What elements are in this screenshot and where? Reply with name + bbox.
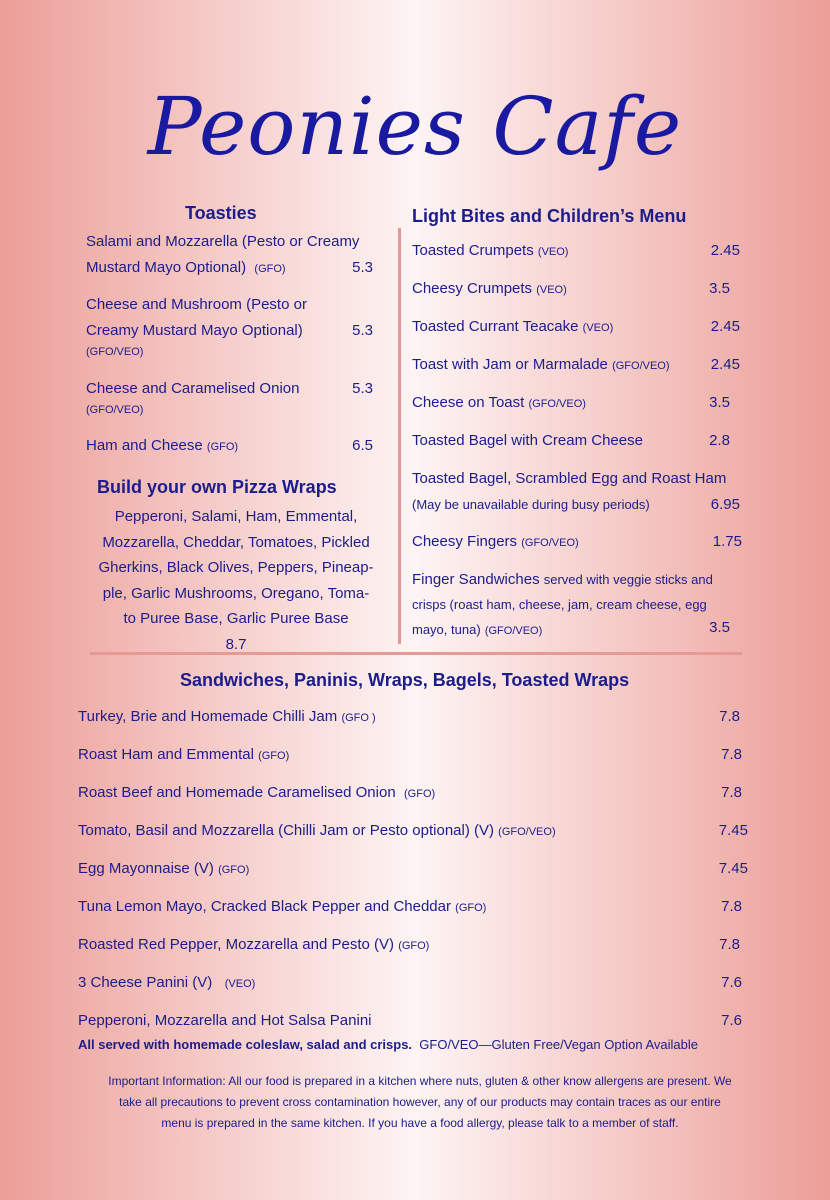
cafe-title: Peonies Cafe	[147, 80, 683, 173]
item-name: Toast with Jam or Marmalade	[412, 356, 608, 373]
item-name: Cheese on Toast	[412, 394, 525, 411]
light-price-1: 2.45	[710, 242, 740, 259]
item-name: Toasted Bagel, Scrambled Egg and Roast Ham	[412, 470, 727, 487]
item-note: (May be unavailable during busy periods)	[412, 497, 650, 512]
dietary-tag: (VEO)	[537, 246, 569, 258]
info-line: take all precautions to prevent cross contamination however, any of our products may contain traces as our entire	[119, 1095, 721, 1109]
toastie-item-line: Cheese and Caramelised Onion	[86, 380, 300, 397]
light-price-4: 2.45	[710, 356, 740, 373]
toastie-price-3: 5.3	[352, 380, 373, 397]
item-desc: mayo, tuna)	[412, 622, 481, 637]
item-name: Pepperoni, Mozzarella and Hot Salsa Panini	[78, 1012, 372, 1029]
sandwich-item-8	[78, 970, 255, 997]
allergen-info	[70, 1071, 770, 1134]
light-price-6: 2.8	[709, 432, 730, 449]
sandwich-item-2	[78, 742, 289, 769]
dietary-tag: (GFO/VEO)	[484, 625, 543, 637]
toastie-item-line: Creamy Mustard Mayo Optional)	[86, 322, 303, 339]
sandwich-item-5	[78, 856, 249, 883]
dietary-tag: (GFO)	[455, 902, 487, 914]
dietary-tag: (GFO)	[206, 441, 239, 453]
pizza-line: Mozzarella, Cheddar, Tomatoes, Pickled	[102, 533, 370, 551]
finger-price: 3.5	[709, 619, 730, 636]
item-desc: served with veggie sticks and	[543, 572, 713, 587]
item-name: Turkey, Brie and Homemade Chilli Jam	[78, 708, 338, 725]
toastie-item-line: Ham and Cheese	[86, 437, 203, 454]
sandwich-price-4: 7.45	[718, 822, 748, 839]
sandwich-price-6: 7.8	[721, 898, 742, 915]
light-item-8	[412, 529, 579, 556]
pizza-heading: Build your own Pizza Wraps	[97, 477, 337, 497]
item-name: Tuna Lemon Mayo, Cracked Black Pepper and Cheddar	[78, 898, 451, 915]
pizza-price: 8.7	[225, 635, 247, 653]
light-price-7: 6.95	[710, 496, 740, 513]
light-item-3	[412, 314, 613, 341]
item-name: Toasted Bagel with Cream Cheese	[412, 432, 643, 449]
column-divider	[398, 228, 401, 644]
item-name: Roast Ham and Emmental	[78, 746, 254, 763]
light-item-5	[412, 390, 586, 417]
light-price-3: 2.45	[710, 318, 740, 335]
dietary-tag: (GFO)	[254, 263, 286, 275]
pizza-line: Gherkins, Black Olives, Peppers, Pineap-	[98, 559, 374, 576]
toastie-item-line: Salami and Mozzarella (Pesto or Creamy	[86, 233, 360, 250]
sandwich-price-5: 7.45	[718, 860, 748, 877]
dietary-tag: (GFO/VEO)	[86, 404, 144, 416]
toastie-item-3	[86, 376, 299, 429]
light-item-2	[412, 276, 567, 303]
pizza-line: ple, Garlic Mushrooms, Oregano, Toma-	[102, 584, 370, 602]
sandwich-price-7: 7.8	[719, 936, 740, 953]
dietary-legend: GFO/VEO—Gluten Free/Vegan Option Available	[419, 1037, 698, 1052]
sandwich-price-2: 7.8	[721, 746, 742, 763]
dietary-tag: (GFO/VEO)	[498, 826, 556, 838]
served-text: All served with homemade coleslaw, salad and crisps.	[78, 1037, 413, 1052]
sandwich-item-1	[78, 704, 376, 731]
item-name: Egg Mayonnaise (V)	[78, 860, 214, 877]
item-name: Cheesy Fingers	[412, 533, 518, 550]
light-price-5: 3.5	[709, 394, 730, 411]
sandwich-item-7	[78, 932, 429, 959]
dietary-tag: (GFO)	[218, 864, 250, 876]
dietary-tag: (VEO)	[224, 978, 256, 990]
toastie-price-2: 5.3	[352, 322, 373, 339]
section-divider	[90, 652, 742, 655]
dietary-tag: (GFO)	[404, 788, 436, 800]
sandwich-item-4	[78, 818, 556, 845]
dietary-tag: (VEO)	[536, 284, 567, 296]
item-name: Finger Sandwiches	[412, 571, 540, 588]
sandwich-price-1: 7.8	[719, 708, 740, 725]
item-name: Cheesy Crumpets	[412, 280, 533, 297]
toastie-item-line: Cheese and Mushroom (Pesto or	[86, 296, 307, 313]
dietary-tag: (GFO )	[341, 712, 376, 724]
toastie-item-4	[86, 433, 238, 460]
toastie-price-1: 5.3	[352, 259, 373, 276]
item-name: Toasted Currant Teacake	[412, 318, 579, 335]
sandwich-price-3: 7.8	[721, 784, 742, 801]
light-price-8: 1.75	[712, 533, 742, 550]
item-name: Tomato, Basil and Mozzarella (Chilli Jam or Pesto optional) (V)	[78, 822, 494, 839]
sandwich-item-6	[78, 894, 486, 921]
pizza-line: Pepperoni, Salami, Ham, Emmental,	[114, 508, 358, 525]
sandwich-item-3	[78, 780, 435, 807]
item-name: Roast Beef and Homemade Caramelised Onion	[78, 784, 396, 801]
info-line: menu is prepared in the same kitchen. If you have a food allergy, please talk to a member of staff.	[161, 1116, 679, 1130]
toastie-price-4: 6.5	[352, 437, 373, 454]
toastie-item-line: Mustard Mayo Optional)	[86, 259, 247, 276]
sandwich-price-9: 7.6	[721, 1012, 742, 1029]
dietary-tag: (GFO/VEO)	[521, 537, 579, 549]
dietary-tag: (GFO/VEO)	[528, 398, 586, 410]
sandwiches-heading: Sandwiches, Paninis, Wraps, Bagels, Toasted Wraps	[180, 670, 630, 690]
dietary-tag: (VEO)	[582, 322, 614, 334]
item-desc: crisps (roast ham, cheese, jam, cream cheese, egg	[412, 597, 707, 612]
dietary-tag: (GFO/VEO)	[86, 346, 144, 358]
dietary-tag: (GFO)	[398, 940, 430, 952]
served-with-note	[78, 1037, 698, 1052]
info-line: Important Information: All our food is prepared in a kitchen where nuts, gluten & other know allergens are present. We	[108, 1074, 732, 1088]
toastie-item-2	[86, 292, 307, 371]
item-name: Roasted Red Pepper, Mozzarella and Pesto (V)	[78, 936, 395, 953]
dietary-tag: (GFO)	[258, 750, 290, 762]
pizza-line: to Puree Base, Garlic Puree Base	[123, 610, 349, 627]
item-name: 3 Cheese Panini (V)	[78, 974, 213, 991]
light-item-1	[412, 238, 568, 265]
light-item-4	[412, 352, 670, 379]
item-name: Toasted Crumpets	[412, 242, 534, 259]
light-price-2: 3.5	[709, 280, 730, 297]
pizza-toppings	[86, 504, 386, 657]
dietary-tag: (GFO/VEO)	[612, 360, 670, 372]
toasties-heading: Toasties	[185, 203, 257, 223]
light-bites-heading: Light Bites and Children’s Menu	[412, 206, 687, 226]
light-item-6	[412, 428, 643, 454]
sandwich-item-9	[78, 1008, 372, 1034]
sandwich-price-8: 7.6	[721, 974, 742, 991]
